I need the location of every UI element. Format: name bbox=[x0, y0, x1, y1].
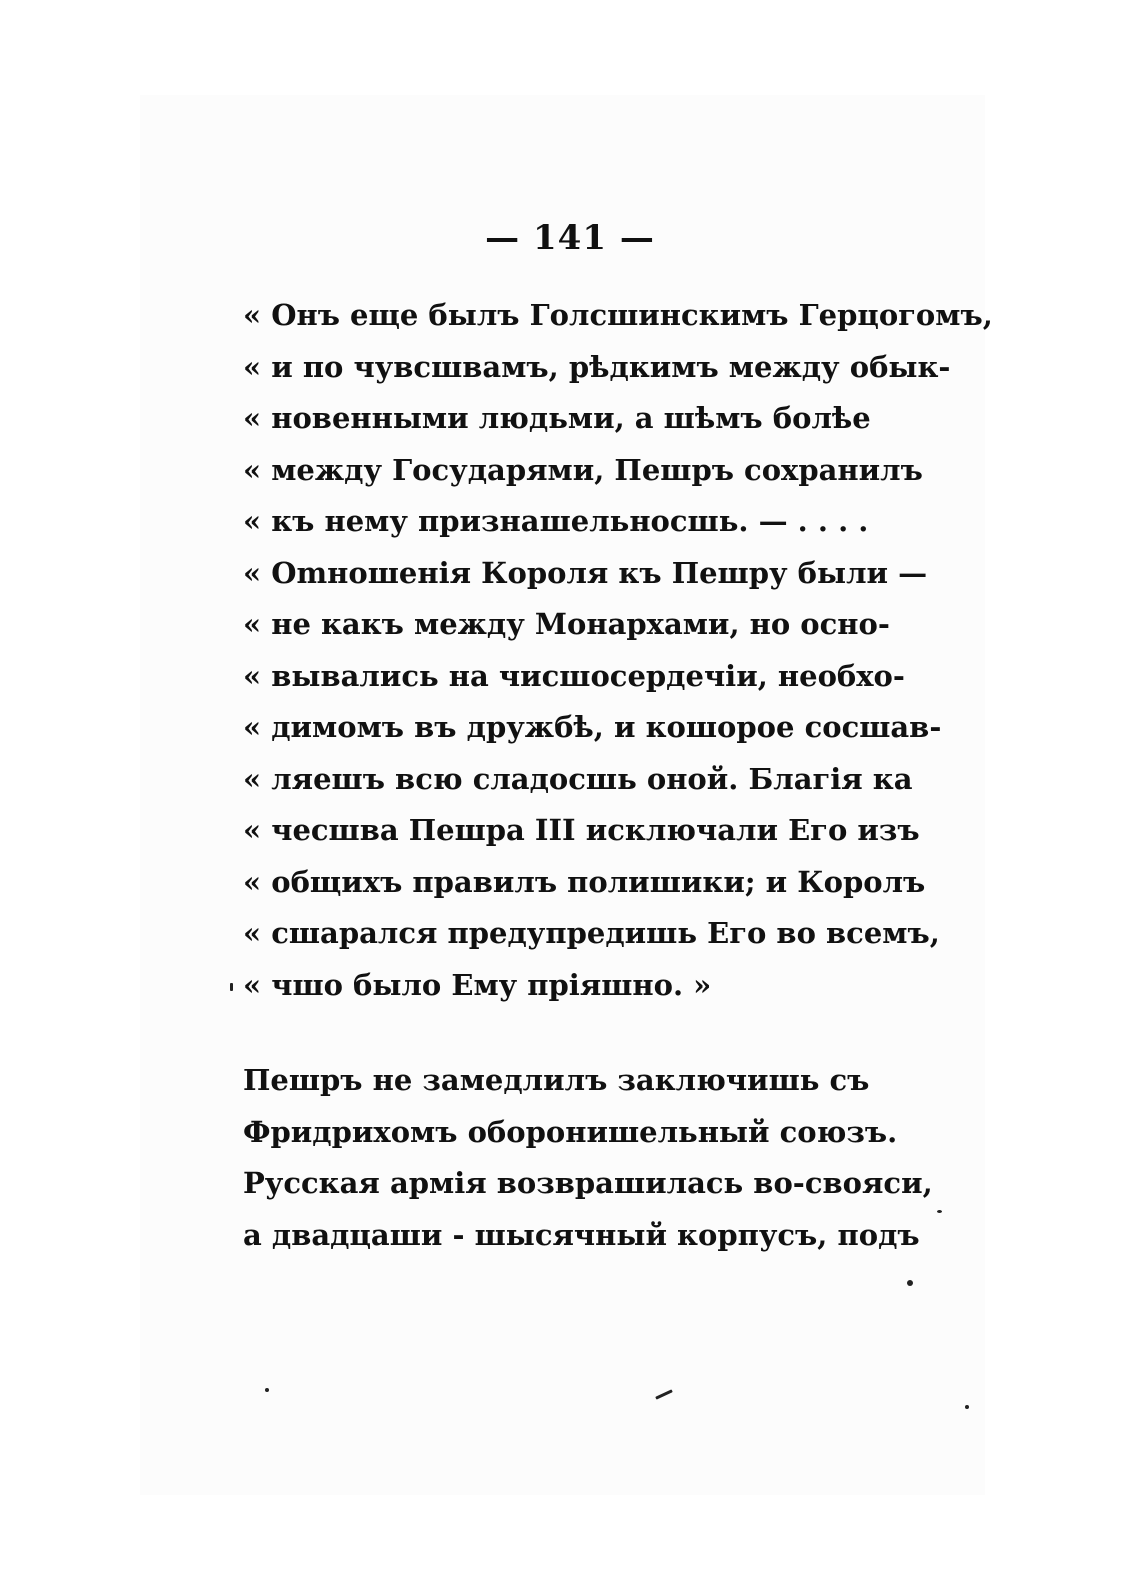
quote-line: « ляешъ всю сладосшь оной. Благія ка bbox=[243, 761, 913, 796]
quote-line: « не какъ между Монархами, но осно- bbox=[243, 607, 890, 641]
paragraph-line: Фридрихомъ оборонишельный союзъ. bbox=[243, 1114, 898, 1149]
scan-speck bbox=[907, 1280, 913, 1286]
quote-line: « между Государями, Пешръ сохранилъ bbox=[243, 452, 923, 487]
quote-line: « и по чувсшвамъ, рѣдкимъ между обык- bbox=[243, 349, 951, 384]
paragraph-line: Русская армія возврашилась во-свояси, bbox=[243, 1166, 933, 1200]
paragraph-block bbox=[243, 1055, 933, 1261]
quote-line: « Онъ еще былъ Голсшинскимъ Герцогомъ, bbox=[243, 298, 993, 332]
scan-speck bbox=[965, 1405, 969, 1409]
quote-line: « новенными людьми, а шѣмъ болѣе bbox=[243, 401, 871, 435]
quote-block bbox=[243, 290, 993, 1011]
scan-speck bbox=[265, 1388, 269, 1392]
quote-line: « чшо было Ему пріяшно. » bbox=[243, 967, 712, 1002]
quote-line: « сшарался предупредишь Его во всемъ, bbox=[243, 916, 940, 950]
quote-line: « къ нему признашельносшь. — . . . . bbox=[243, 504, 869, 538]
paragraph-line: Пешръ не замедлилъ заключишь съ bbox=[243, 1063, 870, 1097]
quote-line: « общихъ правилъ полишики; и Королъ bbox=[243, 864, 926, 899]
scan-speck bbox=[230, 983, 233, 991]
page-number: — 141 — bbox=[485, 218, 655, 258]
paragraph-line: а двадцаши - шысячный корпусъ, подъ bbox=[243, 1217, 920, 1252]
scan-speck bbox=[937, 1210, 942, 1213]
quote-line: « Оmношенія Короля къ Пешру были — bbox=[243, 555, 928, 590]
quote-line: « чесшва Пешра III исключали Его изъ bbox=[243, 813, 920, 847]
quote-line: « вывались на чисшосердечіи, необхо- bbox=[243, 658, 905, 693]
quote-line: « димомъ въ дружбѣ, и кошорое сосшав- bbox=[243, 710, 942, 744]
